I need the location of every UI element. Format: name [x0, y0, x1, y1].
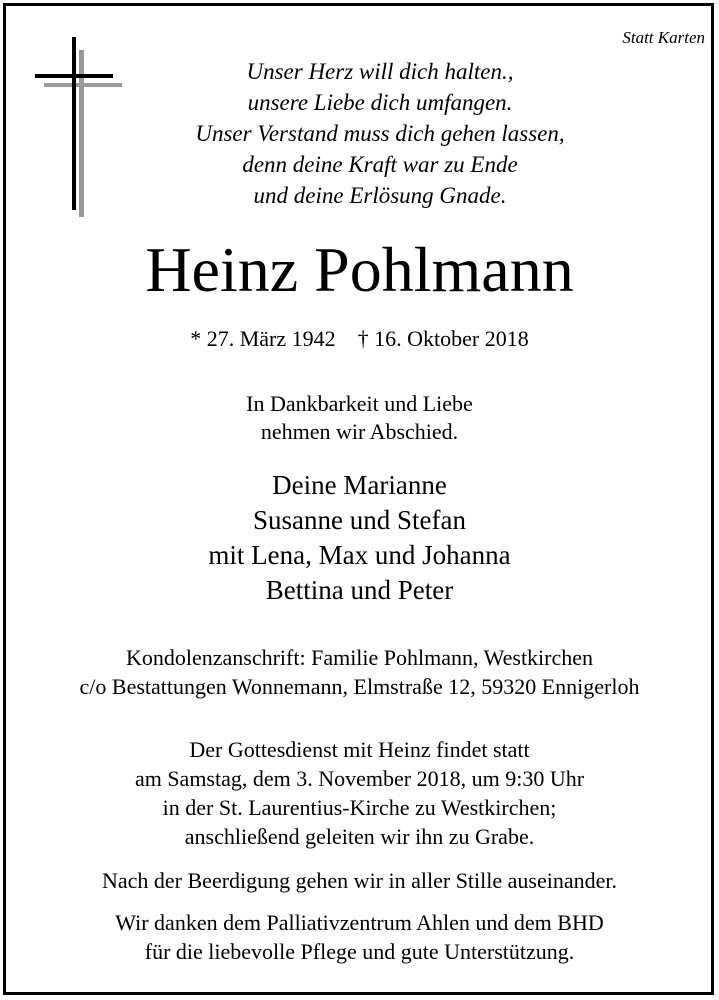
- birth-date: * 27. März 1942: [190, 326, 336, 351]
- poem-line: denn deine Kraft war zu Ende: [242, 152, 518, 177]
- poem-line: und deine Erlösung Gnade.: [253, 183, 507, 208]
- poem: [120, 56, 640, 211]
- address-line: c/o Bestattungen Wonnemann, Elmstraße 12, 59320 Ennigerloh: [79, 674, 640, 699]
- thanks-note: [0, 908, 719, 966]
- thanks-line: für die liebevolle Pflege und gute Unterstützung.: [144, 939, 575, 964]
- after-burial-note: Nach der Beerdigung gehen wir in aller Stille auseinander.: [102, 868, 617, 893]
- family-member: Deine Marianne: [272, 470, 447, 500]
- thanks-line: Wir danken dem Palliativzentrum Ahlen und dem BHD: [115, 910, 604, 935]
- service-line: anschließend geleiten wir ihn zu Grabe.: [184, 824, 535, 849]
- service-info: [0, 735, 719, 851]
- poem-line: Unser Herz will dich halten.,: [246, 59, 514, 84]
- service-line: Der Gottesdienst mit Heinz findet statt: [189, 737, 530, 762]
- farewell-line: nehmen wir Abschied.: [260, 419, 459, 444]
- family-member: Susanne und Stefan: [253, 505, 466, 535]
- poem-line: unsere Liebe dich umfangen.: [247, 90, 513, 115]
- life-dates: [0, 326, 719, 352]
- service-line: in der St. Laurentius-Kirche zu Westkirchen;: [162, 795, 557, 820]
- farewell-line: In Dankbarkeit und Liebe: [246, 391, 473, 416]
- family-member: mit Lena, Max und Johanna: [208, 540, 511, 570]
- condolence-address: [0, 643, 719, 701]
- service-line: am Samstag, dem 3. November 2018, um 9:30 Uhr: [134, 766, 585, 791]
- address-line: Kondolenzanschrift: Familie Pohlmann, Westkirchen: [125, 645, 594, 670]
- family-member: Bettina und Peter: [265, 575, 454, 605]
- header-note: Statt Karten: [622, 28, 705, 47]
- poem-line: Unser Verstand muss dich gehen lassen,: [195, 121, 565, 146]
- death-date: † 16. Oktober 2018: [357, 326, 529, 351]
- farewell-text: [0, 390, 719, 446]
- family-list: [0, 468, 719, 608]
- deceased-name: Heinz Pohlmann: [145, 234, 574, 305]
